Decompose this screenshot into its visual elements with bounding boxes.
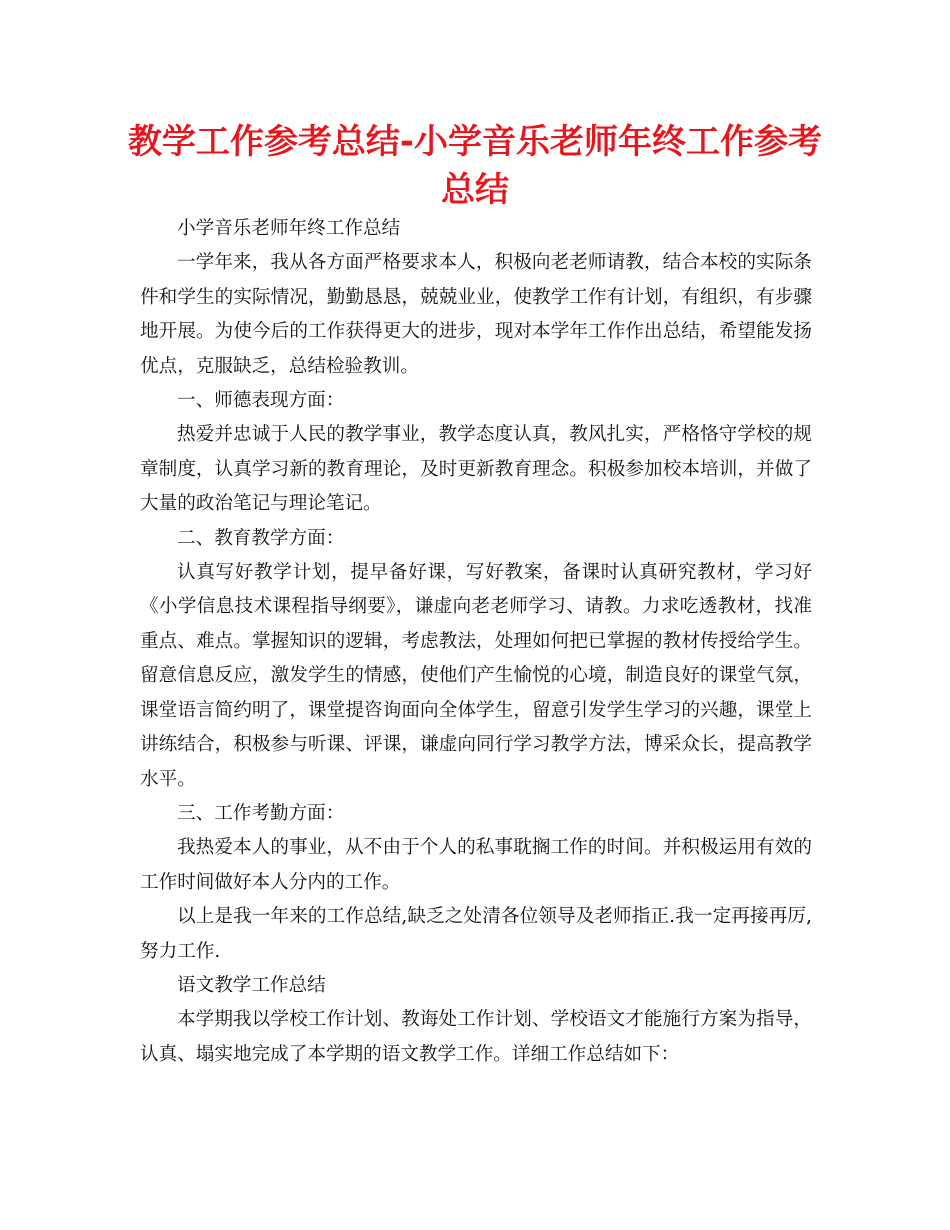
heading-teacher-ethics: 一、师德表现方面：: [177, 390, 345, 412]
paragraph-chinese-intro: 本学期我以学校工作计划、教诲处工作计划、学校语文才能施行方案为指导，认真、塌实地完成了本学期的语文教学工作。详细工作总结如下：: [140, 1009, 812, 1065]
document-title: 教学工作参考总结-小学音乐老师年终工作参考总结: [127, 122, 823, 210]
heading-attendance: 三、工作考勤方面：: [177, 802, 345, 824]
paragraph-subtitle-chinese: 语文教学工作总结: [177, 974, 326, 996]
document-body: [140, 212, 812, 1072]
paragraph-intro: 一学年来，我从各方面严格要求本人，积极向老老师请教，结合本校的实际条件和学生的实际情况，勤勤恳恳，兢兢业业，使教学工作有计划，有组织，有步骤地开展。为使今后的工作获得更大的进步，现对本学年工作作出总结，希望能发扬优点，克服缺乏，总结检验教训。: [140, 252, 812, 377]
paragraph-subtitle-music: 小学音乐老师年终工作总结: [177, 218, 401, 239]
paragraph-teacher-ethics: 热爱并忠诚于人民的教学事业，教学态度认真，教风扎实，严格恪守学校的规章制度，认真学习新的教育理论，及时更新教育理念。积极参加校本培训，并做了大量的政治笔记与理论笔记。: [140, 424, 812, 515]
paragraph-closing: 以上是我一年来的工作总结,缺乏之处清各位领导及老师指正.我一定再接再厉,努力工作.: [140, 906, 812, 962]
paragraph-attendance: 我热爱本人的事业，从不由于个人的私事耽搁工作的时间。并积极运用有效的工作时间做好本人分内的工作。: [140, 837, 812, 893]
paragraph-education-teaching: 认真写好教学计划，提早备好课，写好教案，备课时认真研究教材，学习好《小学信息技术课程指导纲要》，谦虚向老老师学习、请教。力求吃透教材，找准重点、难点。掌握知识的逻辑，考虑教法，处理如何把已掌握的教材传授给学生。留意信息反应，激发学生的情感，使他们产生愉悦的心境，制造良好的课堂气氛，课堂语言简约明了，课堂提咨询面向全体学生，留意引发学生学习的兴趣，课堂上讲练结合，积极参与听课、评课，谦虚向同行学习教学方法，博采众长，提高教学水平。: [140, 562, 812, 790]
heading-education-teaching: 二、教育教学方面：: [177, 527, 345, 549]
